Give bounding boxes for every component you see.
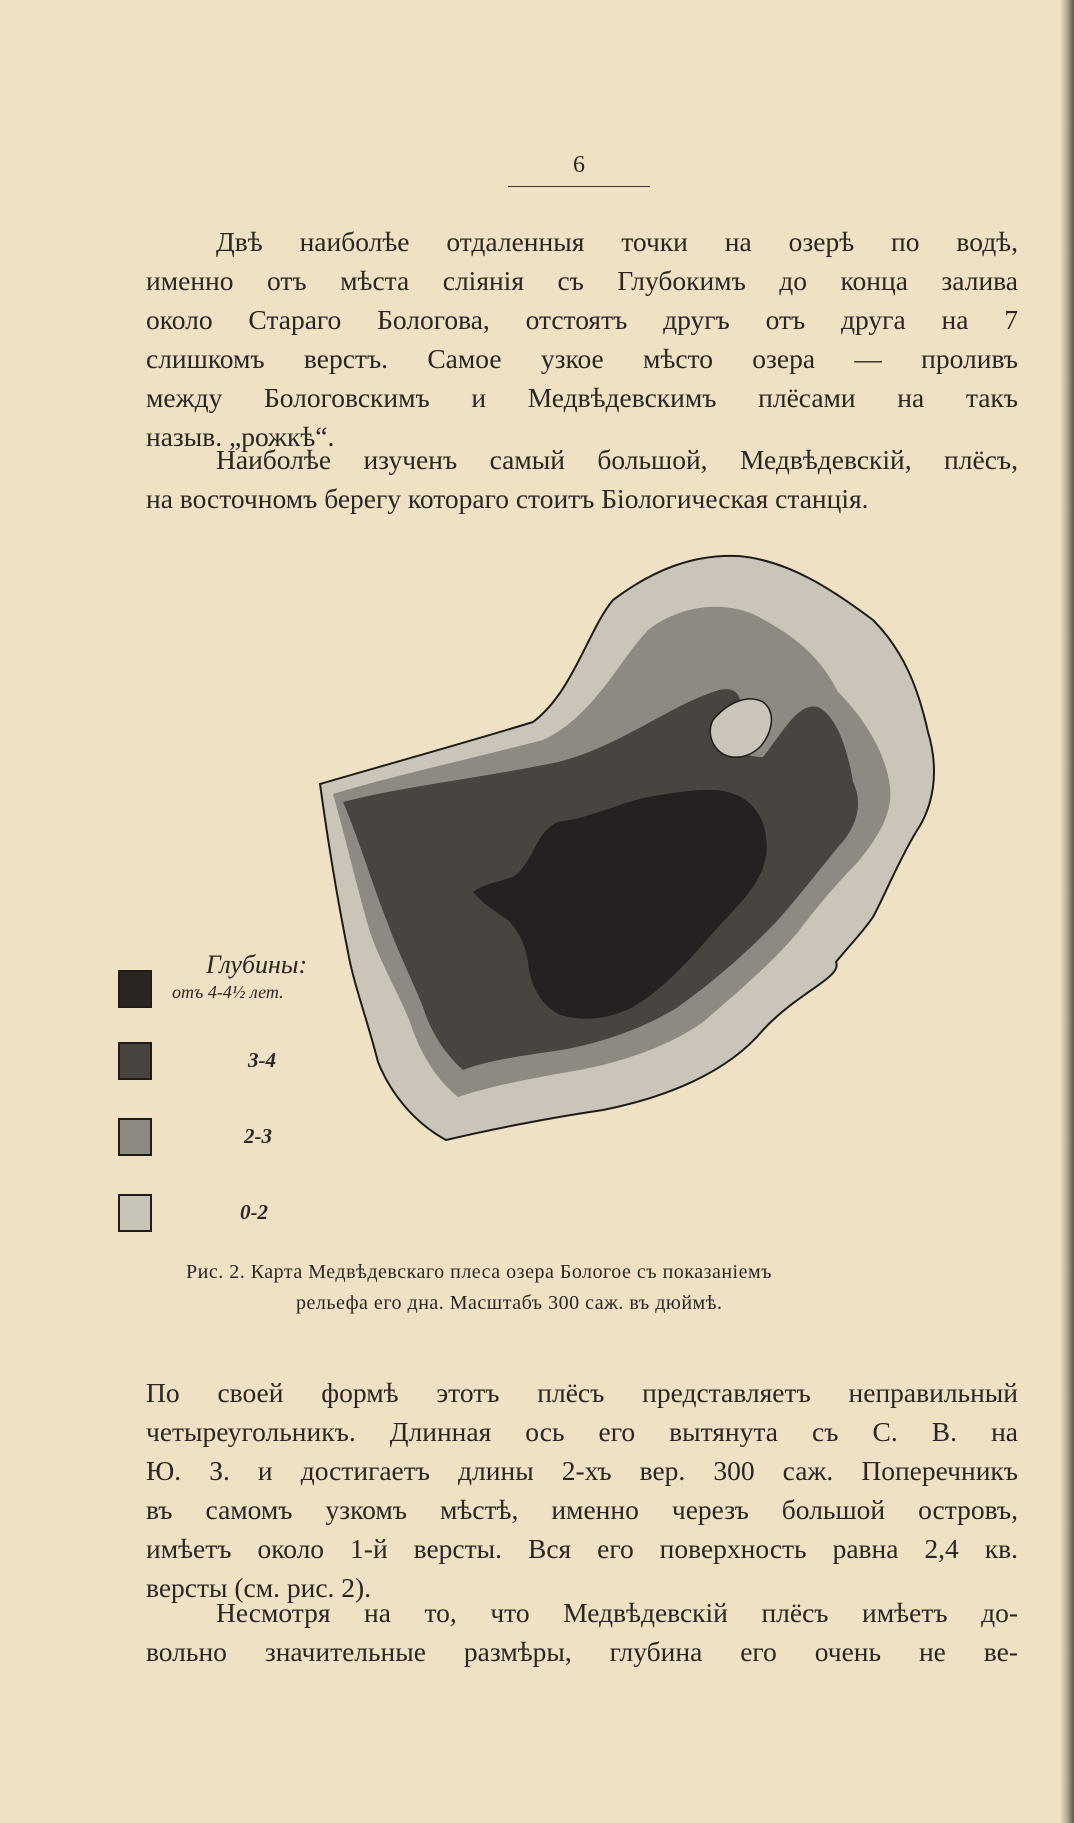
text-line: Двѣ наиболѣе отдаленныя точки на озерѣ по водѣ, [216, 226, 1018, 257]
page-number: 6 [573, 152, 585, 178]
text-line: слишкомъ верстъ. Самое узкое мѣсто озера — проливъ [146, 343, 1018, 374]
paragraph-1 [146, 222, 1018, 456]
text-line: Ю. З. и достигаетъ длины 2-хъ вер. 300 саж. Поперечникъ [146, 1455, 1018, 1486]
legend-swatch-3-4 [118, 1042, 152, 1080]
text-line: версты (см. рис. 2). [146, 1572, 372, 1603]
text-line: Несмотря на то, что Медвѣдевскій плёсъ имѣетъ до- [216, 1597, 1018, 1628]
caption-line-2: рельефа его дна. Масштабъ 300 саж. въ дюймѣ. [296, 1292, 723, 1314]
legend-label-2-3: 2-3 [244, 1124, 272, 1148]
text-line: въ самомъ узкомъ мѣстѣ, именно черезъ большой островъ, [146, 1494, 1018, 1525]
text-line: Наиболѣе изученъ самый большой, Медвѣдевскій, плёсъ, [216, 444, 1018, 475]
legend-swatch-4-4-5 [118, 970, 152, 1008]
text-line: имѣетъ около 1-й версты. Вся его поверхность равна 2,4 кв. [146, 1533, 1018, 1564]
lake-depth-map [318, 552, 1048, 1202]
legend-swatch-2-3 [118, 1118, 152, 1156]
text-line: около Стараго Бологова, отстоятъ другъ отъ друга на 7 [146, 304, 1018, 335]
text-line: четыреугольникъ. Длинная ось его вытянута съ С. В. на [146, 1416, 1018, 1447]
text-line: вольно значительные размѣры, глубина его очень не ве- [146, 1636, 1018, 1667]
page-number-rule [508, 186, 650, 187]
figure-caption [186, 1257, 996, 1319]
caption-line-1: Рис. 2. Карта Медвѣдевскаго плеса озера Бологое съ показаніемъ [186, 1261, 772, 1283]
legend-title: Глубины: [206, 950, 308, 979]
text-line: По своей формѣ этотъ плёсъ представляетъ неправильный [146, 1377, 1018, 1408]
paragraph-2 [146, 440, 1018, 518]
paragraph-4 [146, 1593, 1018, 1671]
legend-label-0-2: 0-2 [240, 1200, 268, 1224]
legend-label-4-4-5: отъ 4-4½ лет. [172, 982, 284, 1002]
paragraph-3 [146, 1373, 1018, 1607]
legend-label-3-4: 3-4 [248, 1048, 276, 1072]
text-line: на восточномъ берегу котораго стоитъ Біологическая станція. [146, 483, 869, 514]
depth-legend [116, 950, 376, 1240]
text-line: именно отъ мѣста сліянія съ Глубокимъ до конца залива [146, 265, 1018, 296]
legend-swatch-0-2 [118, 1194, 152, 1232]
text-line: назыв. „рожкѣ“. [146, 421, 335, 452]
page-edge-shadow [1060, 0, 1074, 1823]
text-line: между Бологовскимъ и Медвѣдевскимъ плёсами на такъ [146, 382, 1018, 413]
